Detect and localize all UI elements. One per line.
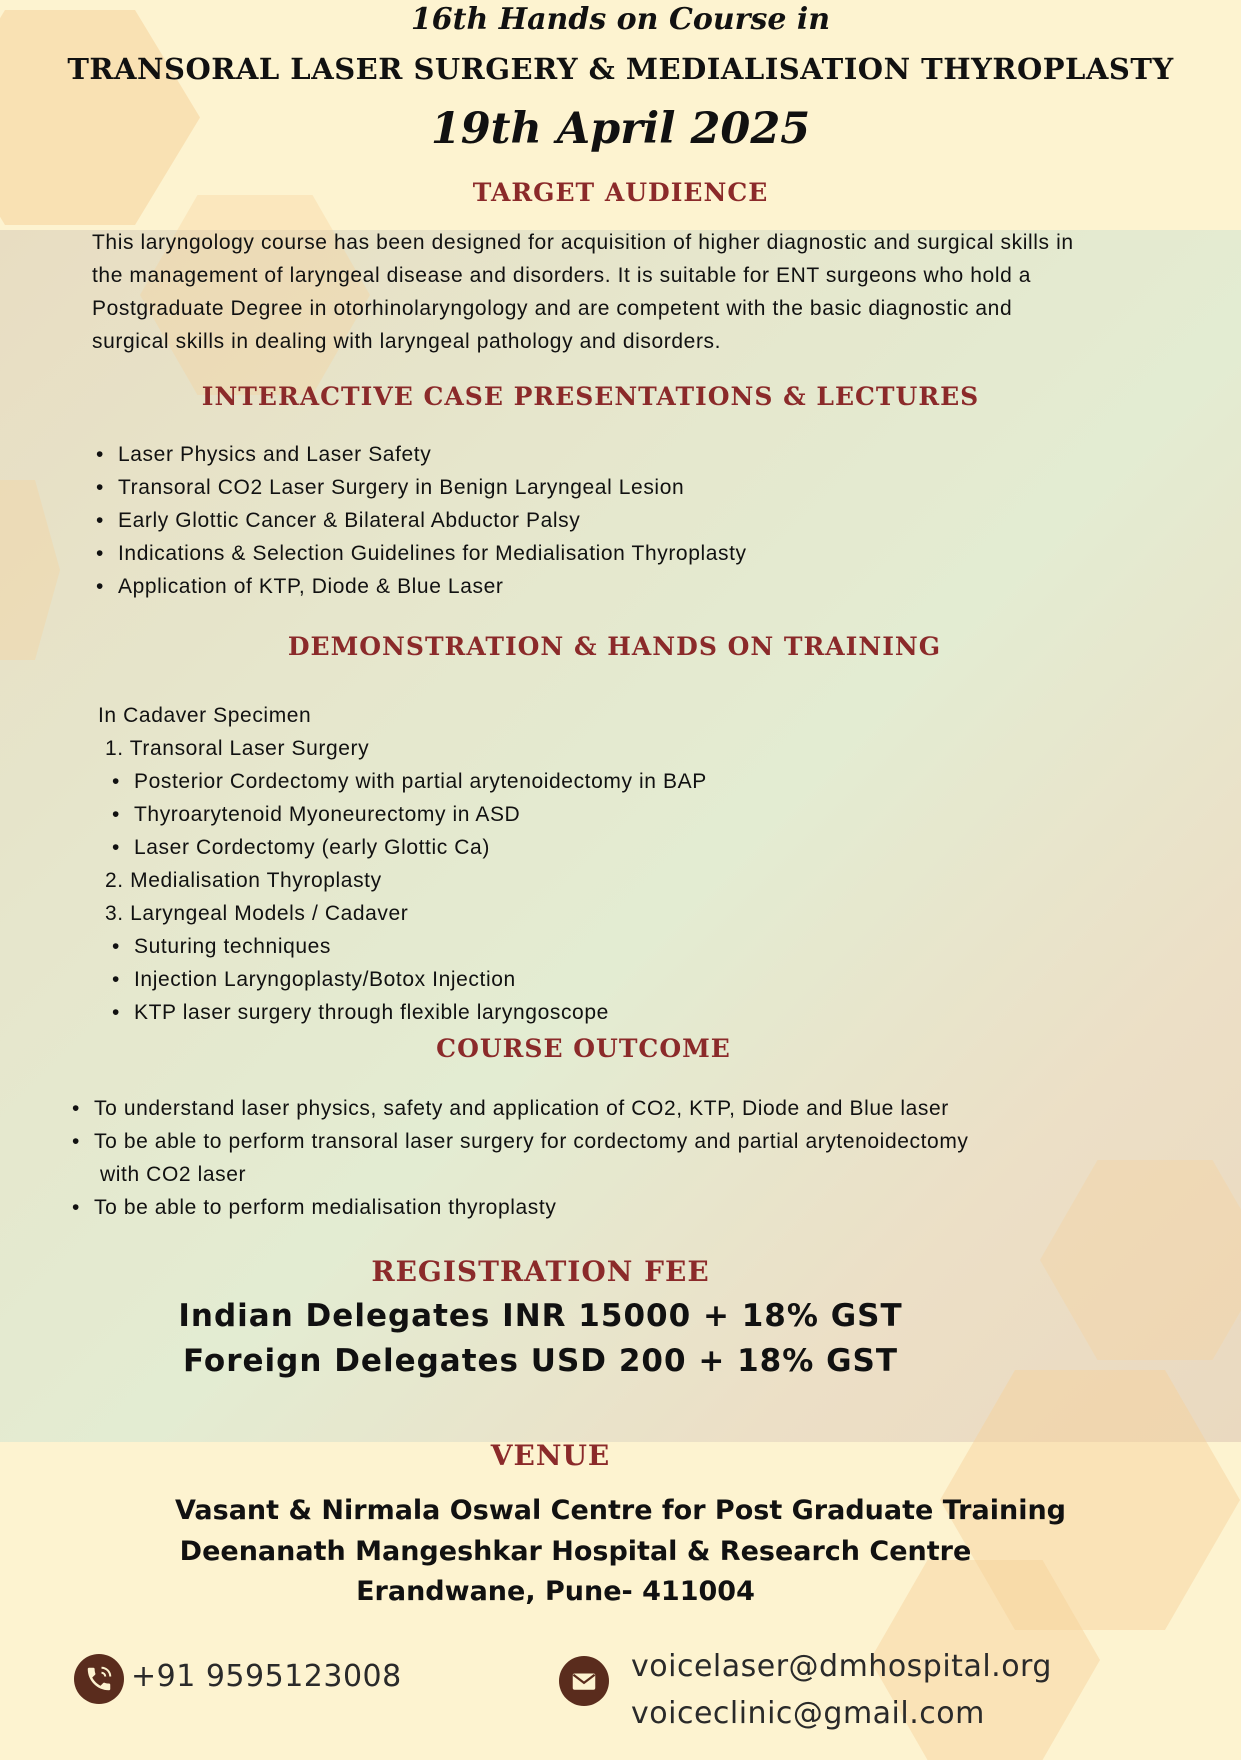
- list-item-continuation: with CO2 laser: [100, 1163, 247, 1186]
- list-item: • Laser Physics and Laser Safety: [92, 438, 1192, 471]
- list-item: • Thyroarytenoid Myoneurectomy in ASD: [108, 798, 1198, 831]
- demonstration-intro: In Cadaver Specimen: [98, 704, 312, 727]
- foreign-fee: Foreign Delegates USD 200 + 18% GST: [182, 1343, 899, 1379]
- list-item: • Indications & Selection Guidelines for Medialisation Thyroplasty: [92, 537, 1192, 570]
- course-title: TRANSORAL LASER SURGERY & MEDIALISATION THYROPLASTY: [67, 52, 1174, 86]
- lectures-heading: INTERACTIVE CASE PRESENTATIONS & LECTURES: [201, 382, 980, 411]
- list-item: • Application of KTP, Diode & Blue Laser: [92, 570, 1192, 603]
- target-audience-text: [92, 226, 1212, 358]
- list-item: • To be able to perform medialisation thyroplasty: [68, 1191, 1208, 1224]
- course-outcome-list: [68, 1092, 1208, 1224]
- phone-number[interactable]: +91 9595123008: [131, 1659, 402, 1694]
- list-item: • Early Glottic Cancer & Bilateral Abductor Palsy: [92, 504, 1192, 537]
- list-item: 3. Laryngeal Models / Cadaver: [105, 902, 409, 925]
- target-audience-line: the management of laryngeal disease and disorders. It is suitable for ENT surgeons who hold a: [92, 264, 1032, 287]
- list-item: 1. Transoral Laser Surgery: [105, 737, 370, 760]
- list-item-text: • To be able to perform transoral laser surgery for cordectomy and partial arytenoidectomy: [94, 1130, 969, 1153]
- transoral-sublist: [98, 765, 1198, 864]
- venue-heading: VENUE: [490, 1439, 611, 1472]
- indian-fee: Indian Delegates INR 15000 + 18% GST: [178, 1298, 903, 1334]
- demonstration-heading: DEMONSTRATION & HANDS ON TRAINING: [287, 632, 942, 661]
- mail-icon: [559, 1656, 609, 1706]
- list-item: 2. Medialisation Thyroplasty: [105, 869, 382, 892]
- target-audience-heading: TARGET AUDIENCE: [472, 178, 769, 207]
- target-audience-line: surgical skills in dealing with laryngeal pathology and disorders.: [92, 330, 722, 353]
- list-item: • Suturing techniques: [108, 930, 1198, 963]
- phone-icon: [74, 1654, 124, 1704]
- course-date: 19th April 2025: [430, 104, 811, 154]
- target-audience-line: Postgraduate Degree in otorhinolaryngology and are competent with the basic diagnostic and: [92, 297, 1013, 320]
- email-link-primary[interactable]: voicelaser@dmhospital.org: [631, 1649, 1052, 1684]
- lectures-list: [92, 438, 1192, 603]
- list-item: • Injection Laryngoplasty/Botox Injection: [108, 963, 1198, 996]
- list-item: • KTP laser surgery through flexible laryngoscope: [108, 996, 1198, 1029]
- venue-line: Vasant & Nirmala Oswal Centre for Post Graduate Training: [175, 1495, 1066, 1526]
- course-edition: 16th Hands on Course in: [410, 2, 831, 37]
- venue-line: Erandwane, Pune- 411004: [356, 1576, 755, 1607]
- list-item: • Transoral CO2 Laser Surgery in Benign Laryngeal Lesion: [92, 471, 1192, 504]
- list-item: • Laser Cordectomy (early Glottic Ca): [108, 831, 1198, 864]
- list-item: • Posterior Cordectomy with partial arytenoidectomy in BAP: [108, 765, 1198, 798]
- demonstration-content: [98, 699, 1198, 1029]
- target-audience-line: This laryngology course has been designed for acquisition of higher diagnostic and surgical skills in: [92, 231, 1074, 254]
- registration-heading: REGISTRATION FEE: [371, 1255, 710, 1288]
- list-item: [68, 1125, 1208, 1191]
- models-sublist: [98, 930, 1198, 1029]
- list-item: • To understand laser physics, safety and application of CO2, KTP, Diode and Blue laser: [68, 1092, 1208, 1125]
- course-outcome-heading: COURSE OUTCOME: [436, 1034, 731, 1063]
- email-link-secondary[interactable]: voiceclinic@gmail.com: [631, 1696, 985, 1731]
- venue-line: Deenanath Mangeshkar Hospital & Research Centre: [179, 1536, 972, 1567]
